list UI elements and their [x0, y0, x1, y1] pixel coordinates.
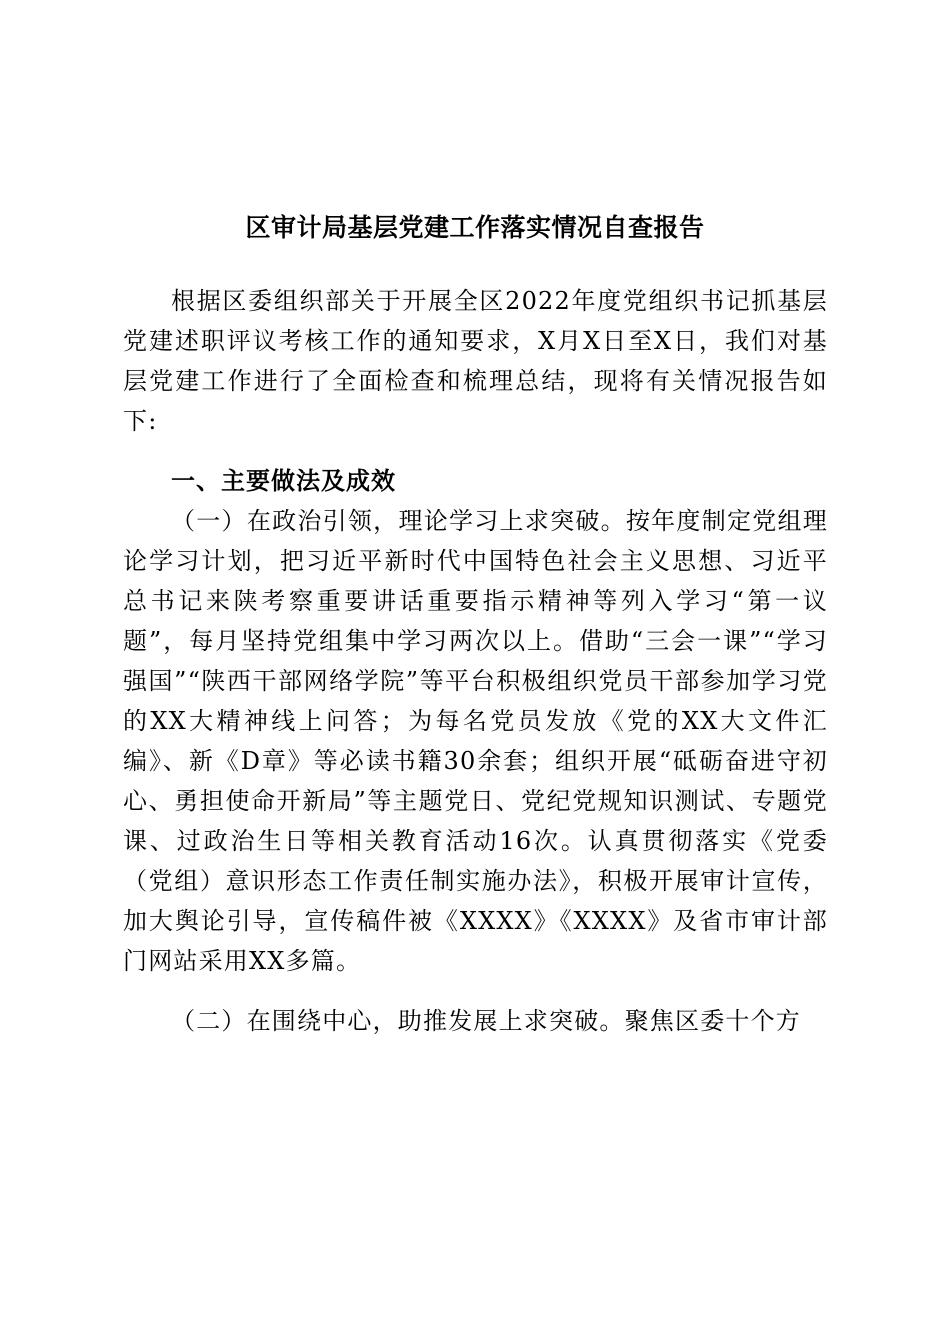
document-title: 区审计局基层党建工作落实情况自查报告 — [245, 213, 705, 242]
paragraph-2: （二）在围绕中心，助推发展上求突破。聚焦区委十个方 — [171, 1007, 801, 1035]
paragraph-1: （一）在政治引领，理论学习上求突破。按年度制定党组理论学习计划，把习近平新时代中国特色社会主义思想、习近平总书记来陕考察重要讲话重要指示精神等列入学习“第一议题”，每月坚持党组集中学习两次以上。借助“三会一课”“学习强国”“陕西干部网络学院”等平台积极组织党员干部参加学习党的XX大精神线上问答；为每名党员发放《党的XX大文件汇编》、新《D章》等必读书籍30余套；组织开展“砥砺奋进守初心、勇担使命开新局”等主题党日、党纪党规知识测试、专题党课、过政治生日等相关教育活动16次。认真贯彻落实《党委（党组）意识形态工作责任制实施办法》，积极开展审计宣传，加大舆论引导，宣传稿件被《XXXX》《XXXX》及省市审计部门网站采用XX多篇。 — [123, 507, 828, 975]
section-heading-1: 一、主要做法及成效 — [171, 467, 396, 495]
intro-paragraph: 根据区委组织部关于开展全区2022年度党组织书记抓基层党建述职评议考核工作的通知要求，X月X日至X日，我们对基层党建工作进行了全面检查和梳理总结，现将有关情况报告如下: — [123, 287, 828, 435]
document-body — [123, 281, 828, 1041]
